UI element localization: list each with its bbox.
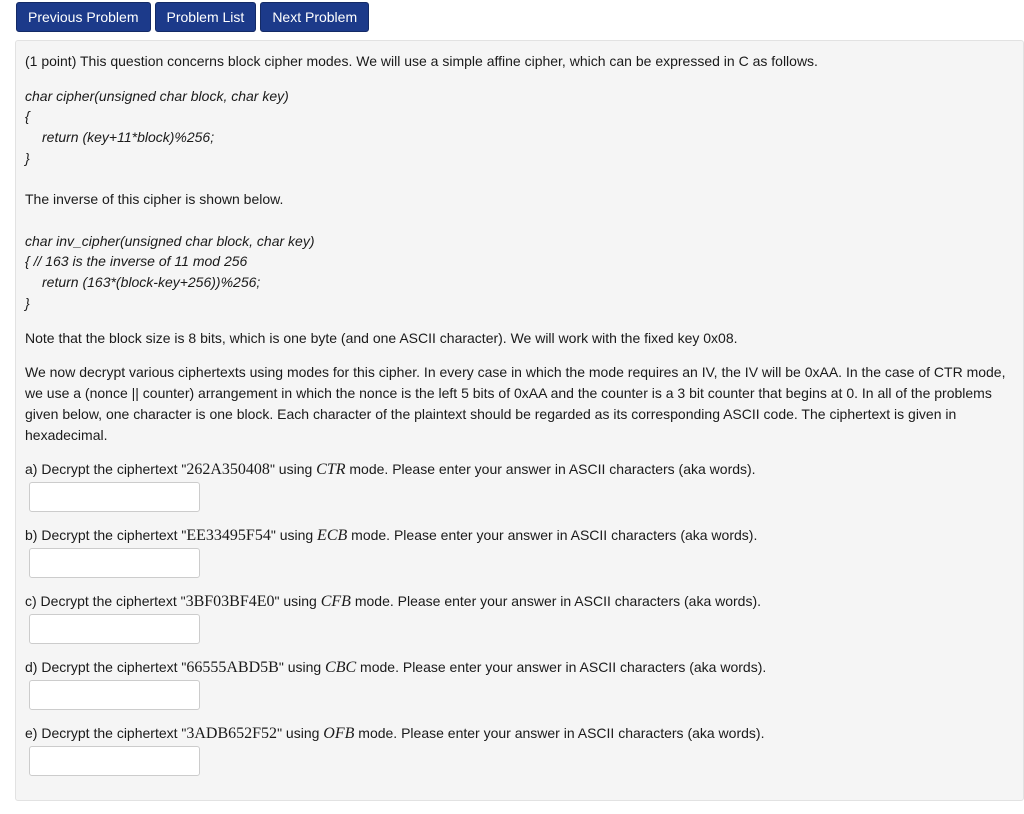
mode-a: CTR (316, 461, 346, 478)
mode-c: CFB (320, 593, 351, 610)
ciphertext-b: EE33495F54 (186, 527, 271, 544)
answer-input-b[interactable] (29, 548, 200, 578)
previous-problem-button[interactable]: Previous Problem (16, 2, 151, 32)
question-a: a) Decrypt the ciphertext "262A350408" using CTR mode. Please enter your answer in ASCII characters (aka words). (25, 461, 756, 478)
question-c: c) Decrypt the ciphertext "3BF03BF4E0" using CFB mode. Please enter your answer in ASCII characters (aka words). (25, 593, 762, 610)
ciphertext-a: 262A350408 (186, 461, 270, 478)
inverse-body: return (163*(block-key+256))%256; (42, 274, 261, 290)
ciphertext-d: 66555ABD5B (186, 659, 279, 676)
cipher-close-brace: } (25, 150, 30, 166)
inverse-signature: char inv_cipher(unsigned char block, char key) (25, 233, 315, 249)
mode-d: CBC (325, 659, 357, 676)
mode-e: OFB (323, 725, 355, 742)
inverse-intro: The inverse of this cipher is shown below. (25, 191, 284, 207)
cipher-signature: char cipher(unsigned char block, char key) (25, 88, 289, 104)
mode-b: ECB (317, 527, 348, 544)
problem-panel (15, 40, 1024, 801)
cipher-open-brace: { (25, 108, 30, 124)
answer-input-c[interactable] (29, 614, 200, 644)
ciphertext-e: 3ADB652F52 (186, 725, 278, 742)
problem-nav-toolbar (16, 2, 369, 32)
answer-input-a[interactable] (29, 482, 200, 512)
mode-description: We now decrypt various ciphertexts using modes for this cipher. In every case in which the mode requires an IV, the IV will be 0xAA. In the case of CTR mode, we use a (nonce || counter) arrangement in which the nonce is the left 5 bits of 0xAA and the counter is a 3 bit counter that begins at 0. In all of the problems given below, one character is one block. Each character of the plaintext should be regarded as its corresponding ASCII code. The ciphertext is given in hexadecimal. (25, 364, 1006, 443)
question-d: d) Decrypt the ciphertext "66555ABD5B" using CBC mode. Please enter your answer in ASCII characters (aka words). (25, 659, 767, 676)
inverse-open-brace: { // 163 is the inverse of 11 mod 256 (25, 253, 248, 269)
block-size-note: Note that the block size is 8 bits, which is one byte (and one ASCII character). We will work with the fixed key 0x08. (25, 330, 738, 346)
question-e: e) Decrypt the ciphertext "3ADB652F52" using OFB mode. Please enter your answer in ASCII characters (aka words). (25, 725, 765, 742)
ciphertext-c: 3BF03BF4E0 (185, 593, 275, 610)
answer-input-e[interactable] (29, 746, 200, 776)
problem-intro: (1 point) This question concerns block cipher modes. We will use a simple affine cipher, which can be expressed in C as follows. (25, 53, 818, 69)
problem-list-button[interactable]: Problem List (155, 2, 257, 32)
inverse-close-brace: } (25, 295, 30, 311)
question-b: b) Decrypt the ciphertext "EE33495F54" using ECB mode. Please enter your answer in ASCII characters (aka words). (25, 527, 758, 544)
answer-input-d[interactable] (29, 680, 200, 710)
next-problem-button[interactable]: Next Problem (260, 2, 369, 32)
cipher-body: return (key+11*block)%256; (42, 129, 215, 145)
